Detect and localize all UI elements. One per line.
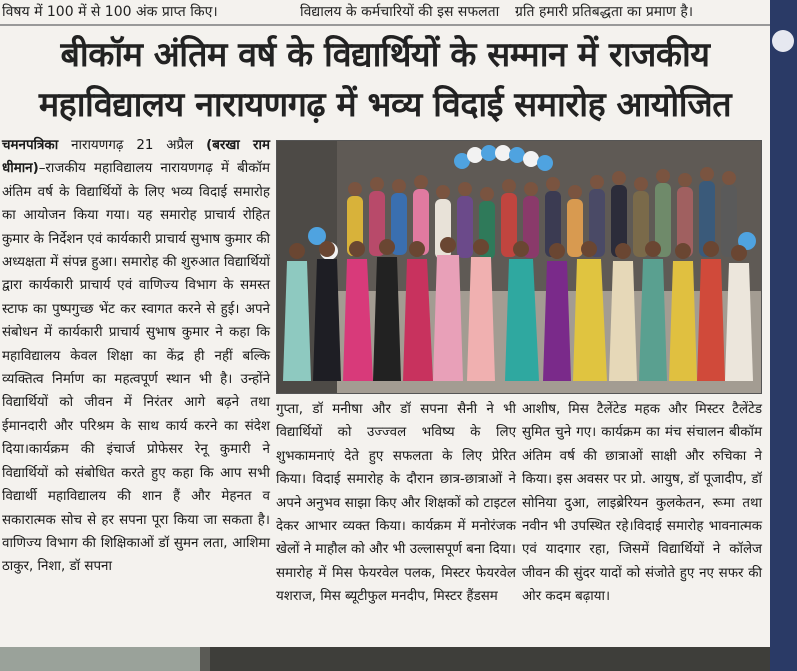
divider xyxy=(0,24,770,26)
next-article-photo-strip xyxy=(0,647,770,671)
article-body-col3: आशीष, मिस टैलेंटेड महक और मिस्टर टैलेंटेड सुमित चुने गए। कार्यक्रम का मंच संचालन बीकॉम अंतिम वर्ष की छात्राओं साक्षी और रुचिका ने किया। इस अवसर पर प्रो. आयुष, डॉ पूजादीप, डॉ सोनिया दुआ, लाइब्रेरियन कुलकेतन, रूमा तथा नवीन भी उपस्थित रहे।विदाई समारोह भावनात्मक एवं यादगार रहा, जिसमें विद्यार्थियों ने कॉलेज जीवन की सुंदर यादों को संजोते हुए नए सफर की ओर कदम बढ़ाया। xyxy=(522,402,762,605)
article-column-3 xyxy=(522,398,762,609)
logo-icon xyxy=(772,30,794,52)
fragment-middle: विद्यालय के कर्मचारियों की इस सफलता xyxy=(300,4,500,20)
group-photo xyxy=(276,140,762,394)
article-column-2 xyxy=(276,398,516,609)
article-body-col1: –राजकीय महाविद्यालय नारायणगढ़ में बीकॉम अंतिम वर्ष के विद्यार्थियों के लिए भव्य विदाई समारोह का आयोजन किया गया। यह समारोह प्राचार्य रोहित कुमार के निर्देशन एवं कार्यकारी प्राचार्य सुभाष कुमार की अध्यक्षता में संपन्न हुआ। समारोह की शुरुआत विद्यार्थियों द्वारा कार्यकारी प्राचार्य एवं वाणिज्य विभाग के समस्त स्टाफ का पुष्पगुच्छ भेंट कर स्वागत करने से हुई। अपने संबोधन में कार्यकारी प्राचार्य सुभाष कुमार ने कहा कि महाविद्यालय केवल शिक्षा का केंद्र ही नहीं बल्कि व्यक्तित्व निर्माण का महत्वपूर्ण स्थान भी है। उन्होंने विद्यार्थियों को जीवन में निरंतर आगे बढ़ने तथा ईमानदारी और परिश्रम के साथ कार्य करने का संदेश दिया।कार्यक्रम की इंचार्ज प्रोफेसर रेनू कुमारी ने विद्यार्थियों को संबोधित करते हुए कहा कि आप सभी विद्यार्थी महाविद्यालय की शान हैं और मेहनत व सकारात्मक सोच से हर सपना पूरा किया जा सकता है।वाणिज्य विभाग की शिक्षिकाओं डॉ सुमन लता, आशिमा ठाकुर, निशा, डॉ सपना xyxy=(2,161,270,575)
headline-line-2: महाविद्यालय नारायणगढ़ में भव्य विदाई समारोह आयोजित xyxy=(38,85,732,125)
previous-article-fragments xyxy=(0,0,770,26)
byline-publication: चमनपत्रिका xyxy=(2,138,59,153)
article-column-1 xyxy=(2,134,270,579)
headline xyxy=(0,30,770,130)
fragment-right: ग्रति हमारी प्रतिबद्धता का प्रमाण है। xyxy=(515,4,694,20)
fragment-left: विषय में 100 में से 100 अंक प्राप्त किए। xyxy=(2,4,218,20)
byline-reporter: (बरखा राम धीमान) xyxy=(2,138,270,177)
headline-line-1: बीकॉम अंतिम वर्ष के विद्यार्थियों के सम्मान में राजकीय xyxy=(60,35,710,75)
group-photo-image xyxy=(277,141,761,393)
adjacent-page-edge xyxy=(770,0,797,671)
article-body-col2: गुप्ता, डॉ मनीषा और डॉ सपना सैनी ने भी विद्यार्थियों को उज्ज्वल भविष्य के लिए शुभकामनाएं देते हुए सफलता के लिए प्रेरित किया। विदाई समारोह के दौरान छात्र-छात्राओं ने अपने अनुभव साझा किए और शिक्षकों को टाइटल देकर आभार व्यक्त किया। कार्यक्रम में मनोरंजक खेलों ने माहौल को और भी उल्लासपूर्ण बना दिया। समारोह में मिस फेयरवेल पलक, मिस्टर फेयरवेल यशराज, मिस ब्यूटीफुल मनदीप, मिस्टर हैंडसम xyxy=(276,402,516,605)
byline-place-date: नारायणगढ़ 21 अप्रैल xyxy=(58,138,207,153)
students-front-row xyxy=(283,255,753,381)
